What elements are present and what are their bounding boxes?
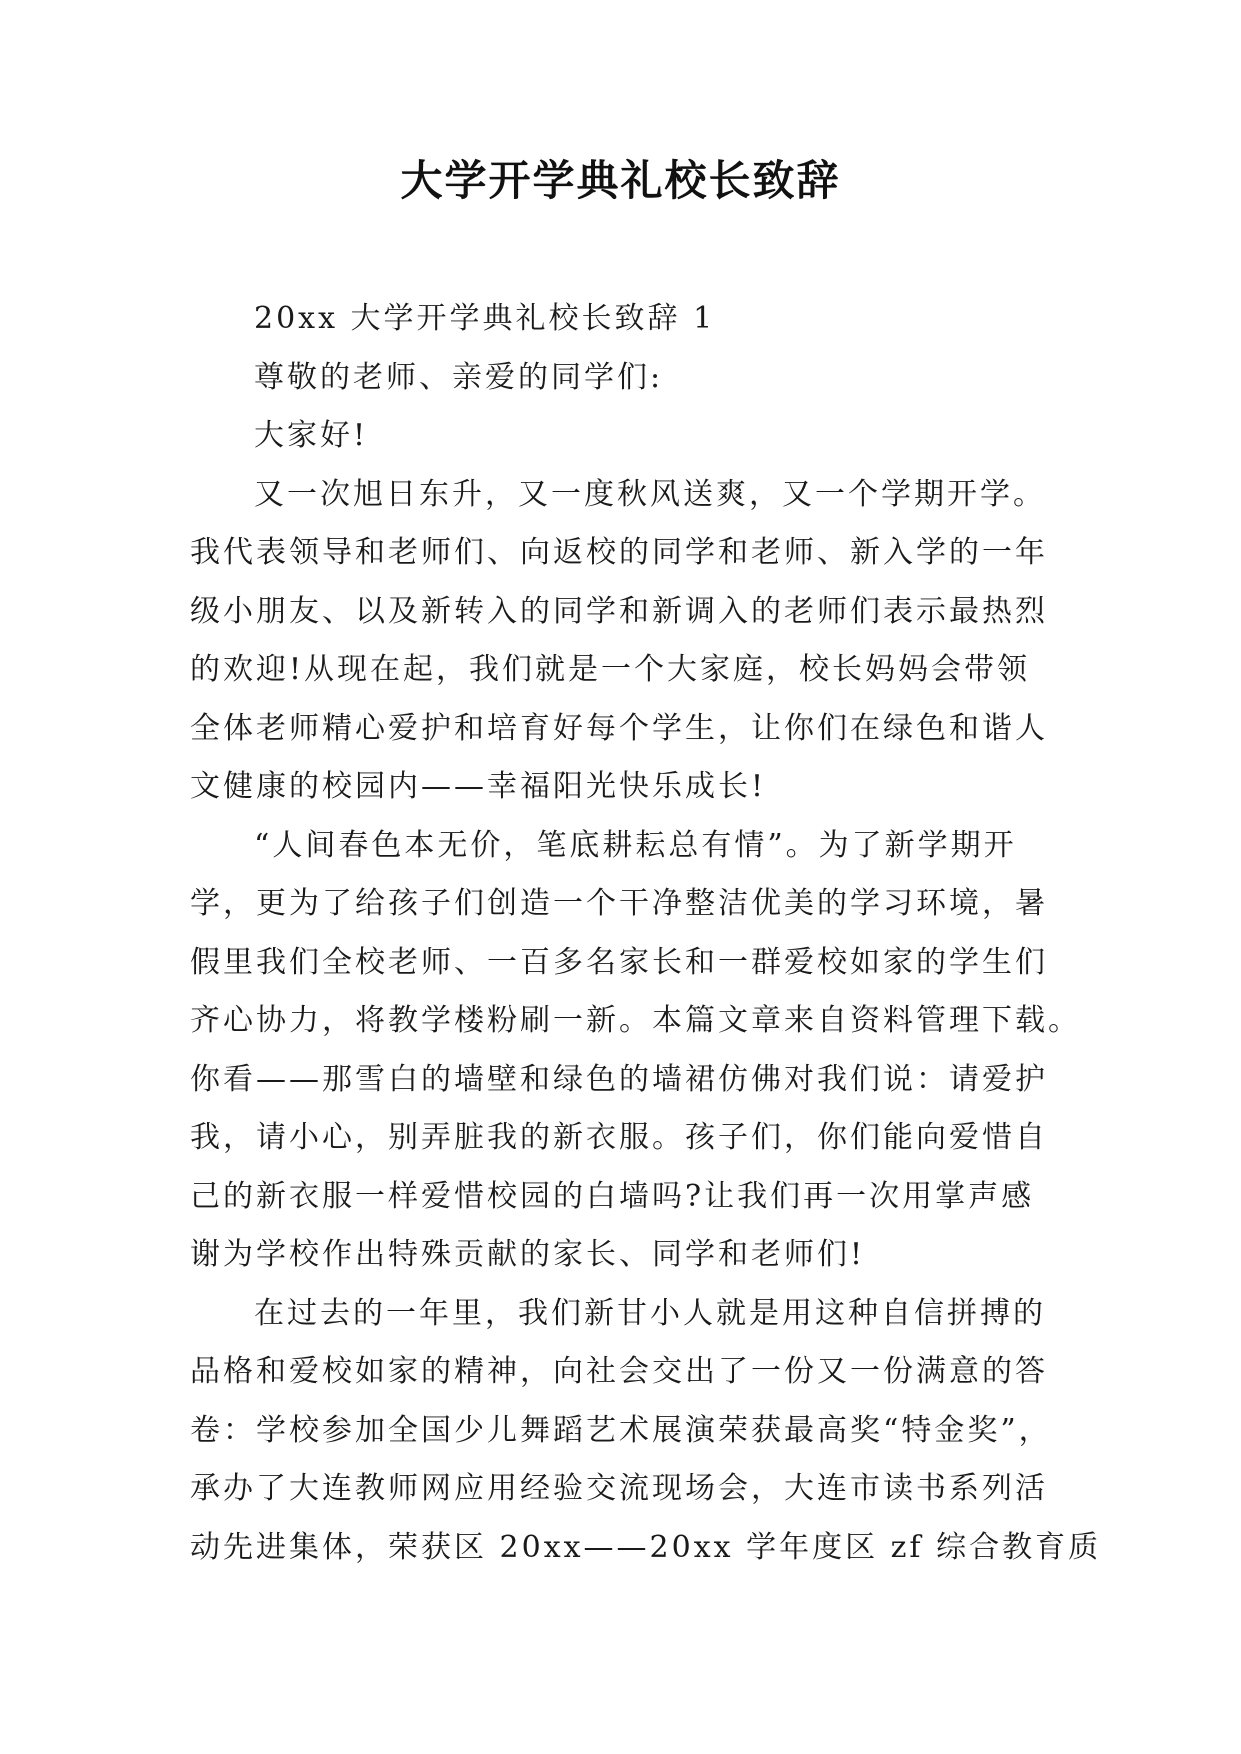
body-line: 我代表领导和老师们、向返校的同学和老师、新入学的一年 bbox=[190, 535, 1048, 570]
body-line: “人间春色本无价，笔底耕耘总有情”。为了新学期开 bbox=[254, 827, 1017, 863]
body-line: 20xx 大学开学典礼校长致辞 1 bbox=[254, 301, 716, 336]
body-line: 谢为学校作出特殊贡献的家长、同学和老师们! bbox=[190, 1237, 866, 1272]
body-line: 承办了大连教师网应用经验交流现场会，大连市读书系列活 bbox=[190, 1471, 1048, 1506]
body-line: 级小朋友、以及新转入的同学和新调入的老师们表示最热烈 bbox=[190, 593, 1048, 629]
body-line: 大家好! bbox=[254, 418, 369, 453]
document-body bbox=[190, 290, 1102, 1577]
document-title: 大学开学典礼校长致辞 bbox=[400, 156, 841, 205]
body-line: 尊敬的老师、亲爱的同学们: bbox=[254, 359, 664, 395]
body-line: 卷：学校参加全国少儿舞蹈艺术展演荣获最高奖“特金奖”， bbox=[190, 1412, 1052, 1448]
body-line: 文健康的校园内——幸福阳光快乐成长! bbox=[190, 769, 767, 804]
body-line: 的欢迎!从现在起，我们就是一个大家庭，校长妈妈会带领 bbox=[190, 652, 1031, 687]
body-line: 你看——那雪白的墙壁和绿色的墙裙仿佛对我们说：请爱护 bbox=[190, 1061, 1048, 1097]
body-line: 假里我们全校老师、一百多名家长和一群爱校如家的学生们 bbox=[190, 944, 1048, 980]
body-line: 动先进集体，荣获区 20xx——20xx 学年度区 zf 综合教育质 bbox=[190, 1529, 1102, 1565]
body-line: 全体老师精心爱护和培育好每个学生，让你们在绿色和谐人 bbox=[190, 710, 1048, 746]
body-line: 又一次旭日东升，又一度秋风送爽，又一个学期开学。 bbox=[254, 476, 1046, 512]
body-line: 齐心协力，将教学楼粉刷一新。本篇文章来自资料管理下载。 bbox=[190, 1003, 1081, 1038]
body-line: 学，更为了给孩子们创造一个干净整洁优美的学习环境，暑 bbox=[190, 886, 1048, 921]
body-line: 我，请小心，别弄脏我的新衣服。孩子们，你们能向爱惜自 bbox=[190, 1120, 1048, 1155]
body-line: 在过去的一年里，我们新甘小人就是用这种自信拼搏的 bbox=[254, 1295, 1046, 1331]
body-line: 己的新衣服一样爱惜校园的白墙吗?让我们再一次用掌声感 bbox=[190, 1178, 1035, 1214]
body-line: 品格和爱校如家的精神，向社会交出了一份又一份满意的答 bbox=[190, 1354, 1048, 1389]
